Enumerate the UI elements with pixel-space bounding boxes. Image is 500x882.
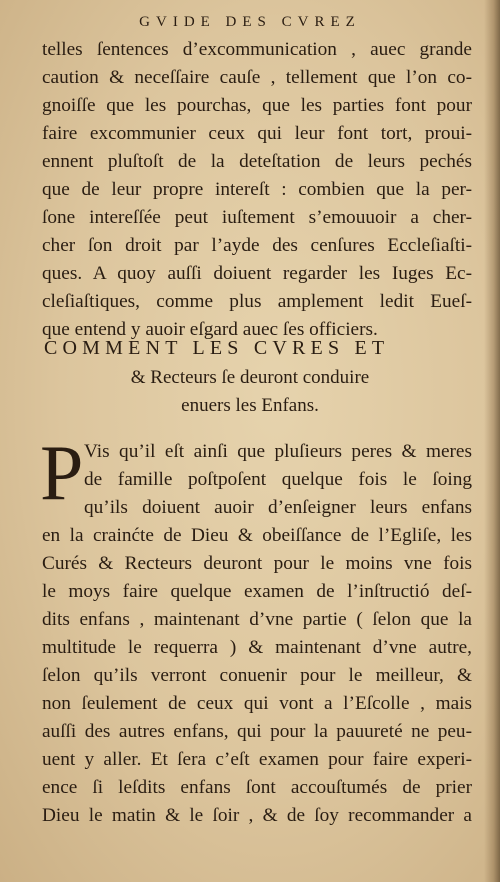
text-line: caution & neceſſaire cauſe , tellement que l’on co-: [42, 67, 472, 88]
text-line: gnoiſſe que les pourchas, que les parties font pour: [42, 95, 472, 116]
text-line: ſone intereſſée peut iuſtement s’emouuoir a cher-: [42, 207, 472, 228]
text-line: le moys faire quelque examen de l’inſtructió deſ-: [42, 581, 472, 602]
text-line: Vis qu’il eſt ainſi que pluſieurs peres & meres: [84, 441, 472, 462]
drop-cap: P: [40, 429, 84, 516]
text-line: ques. A quoy auſſi doiuent regarder les Iuges Ec-: [42, 263, 472, 284]
text-line: multitude le requerra ) & maintenant d’vne autre,: [42, 637, 472, 658]
page-gutter-shadow: [484, 0, 500, 882]
text-line: auſſi des autres enfans, qui pour la pauureté ne peu-: [42, 721, 472, 742]
text-line: ennent pluſtoſt de la deteſtation de leurs pechés: [42, 151, 472, 172]
text-line: que entend y auoir eſgard auec ſes officiers.: [42, 319, 378, 340]
text-line: ence ſi leſdits enfans ſont accouſtumés de prier: [42, 777, 472, 798]
text-line: cher ſon droit par l’ayde des cenſures Eccleſiaſti-: [42, 235, 472, 256]
text-line: en la crainćte de Dieu & obeiſſance de l’Egliſe, les: [42, 525, 472, 546]
running-header: GVIDE DES CVREZ: [139, 14, 361, 30]
section-heading-line2: & Recteurs ſe deuront conduire: [130, 367, 370, 388]
section-heading-line3: enuers les Enfans.: [181, 395, 319, 416]
text-line: telles ſentences d’excommunication , auec grande: [42, 39, 472, 60]
text-line: uent y aller. Et ſera c’eſt examen pour faire experi-: [42, 749, 472, 770]
text-line: Curés & Recteurs deuront pour le moins vne fois: [42, 553, 472, 574]
text-line: dits enfans , maintenant d’vne partie ( ſelon que la: [42, 609, 472, 630]
text-line: Dieu le matin & le ſoir , & de ſoy recommander a: [42, 805, 472, 826]
text-line: de famille poſtpoſent quelque fois le ſoing: [84, 469, 472, 490]
text-line: non ſeulement de ceux qui vont a l’Eſcolle , mais: [42, 693, 472, 714]
text-line: que de leur propre intereſt : combien que la per-: [42, 179, 472, 200]
text-line: ſelon qu’ils verront conuenir pour le meilleur, &: [42, 665, 472, 686]
section-heading-line1: COMMENT LES CVRES ET: [44, 337, 390, 359]
text-line: cleſiaſtiques, comme plus amplement ledit Eueſ-: [42, 291, 472, 312]
text-line: qu’ils doiuent auoir d’enſeigner leurs enfans: [84, 497, 472, 518]
text-line: faire excommunier ceux qui leur font tort, proui-: [42, 123, 472, 144]
